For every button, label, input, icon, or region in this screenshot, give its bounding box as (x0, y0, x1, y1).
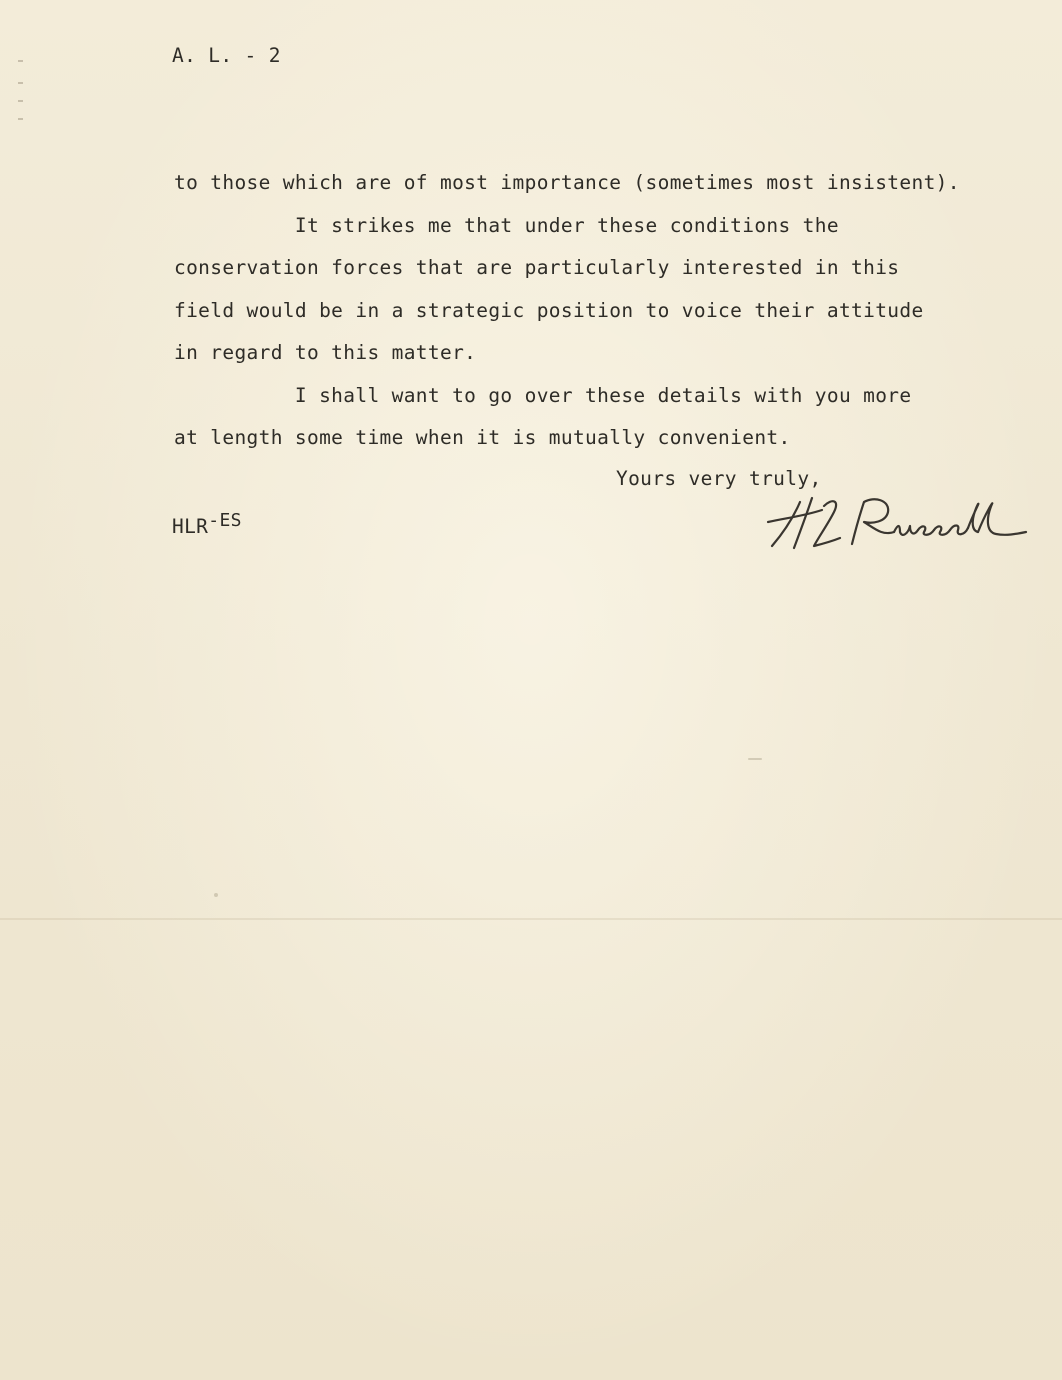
author-initials: HLR (172, 515, 209, 538)
paper-speck (748, 758, 762, 760)
edge-mark (18, 82, 23, 84)
paper-speck (214, 893, 218, 897)
paper-fold-line (0, 918, 1062, 920)
body-line: conservation forces that are particularly interested in this (174, 256, 900, 279)
body-line: I shall want to go over these details with you more (174, 384, 912, 407)
page-header: A. L. - 2 (172, 44, 281, 67)
body-line: field would be in a strategic position to voice their attitude (174, 299, 924, 322)
body-line: to those which are of most importance (sometimes most insistent). (174, 171, 960, 194)
body-line: It strikes me that under these conditions the (174, 214, 839, 237)
typist-initials: ES (219, 510, 242, 531)
body-line: in regard to this matter. (174, 341, 477, 364)
typist-initials-separator: - (208, 510, 220, 531)
edge-mark (18, 60, 23, 62)
reference-initials (172, 510, 242, 540)
body-line: at length some time when it is mutually convenient. (174, 426, 791, 449)
closing-salutation: Yours very truly, (616, 467, 822, 490)
edge-mark (18, 100, 23, 102)
handwritten-signature (760, 488, 1040, 558)
edge-mark (18, 118, 23, 120)
